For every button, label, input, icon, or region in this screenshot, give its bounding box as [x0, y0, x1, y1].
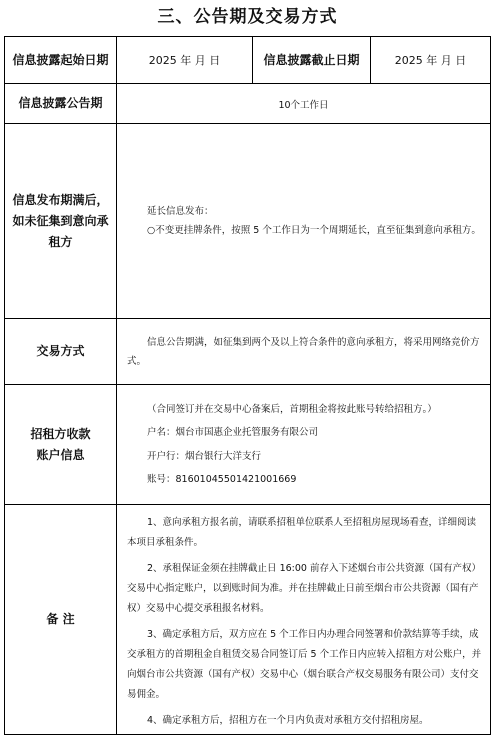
extension-content: [117, 124, 491, 319]
trade-method-label: 交易方式: [5, 319, 117, 385]
account-number: 账号：81601045501421001669: [147, 474, 297, 485]
remarks-content: [117, 505, 491, 735]
trade-method-paragraph: 信息公告期满，如征集到两个及以上符合条件的意向承租方，将采用网络竞价方式。: [127, 336, 480, 367]
end-date-value: 2025 年 月 日: [371, 37, 491, 84]
section-title: 三、公告期及交易方式: [157, 7, 338, 27]
start-date-label: 信息披露起始日期: [5, 37, 117, 84]
remark-item: 4、确定承租方后，招租方在一个月内负责对承租方交付招租房屋。: [147, 715, 429, 726]
remarks-label: 备 注: [5, 505, 117, 735]
period-value: 10个工作日: [117, 84, 491, 124]
account-name: 户名：烟台市国惠企业托管服务有限公司: [147, 427, 319, 438]
extension-line-2: ○不变更挂牌条件，按照 5 个工作日为一个周期延长，直至征集到意向承租方。: [147, 225, 481, 236]
account-bank: 开户行：烟台银行大洋支行: [147, 450, 262, 462]
trade-method-text: [117, 319, 491, 385]
account-note: （合同签订并在交易中心备案后，首期租金将按此账号转给招租方。）: [147, 403, 437, 415]
disclosure-table: [4, 36, 491, 735]
remark-item: 3、确定承租方后，双方应在 5 个工作日内办理合同签署和价款结算等手续，成交承租方的首期租金自租赁交易合同签订后 5 个工作日内应转入招租方对公账户，并向烟台市公共资源（国有产权）交易中心（烟台联合产权交易服务有限公司）支付交易佣金。: [127, 629, 482, 700]
extension-line-1: 延长信息发布：: [147, 206, 214, 217]
period-label: 信息披露公告期: [5, 84, 117, 124]
start-date-value: 2025 年 月 日: [117, 37, 253, 84]
remark-item: 2、承租保证金须在挂牌截止日 16:00 前存入下述烟台市公共资源（国有产权）交易中心指定账户，以到账时间为准。并在挂牌截止日前至烟台市公共资源（国有产权）交易中心提交承租报名材料。: [127, 563, 481, 614]
account-content: [117, 385, 491, 505]
extension-label: 信息发布期满后，如未征集到意向承租方: [5, 124, 117, 319]
account-label: 招租方收款账户信息: [5, 385, 117, 505]
remark-item: 1、意向承租方报名前，请联系招租单位联系人至招租房屋现场看查，详细阅读本项目承租条件。: [127, 517, 477, 548]
end-date-label: 信息披露截止日期: [253, 37, 371, 84]
